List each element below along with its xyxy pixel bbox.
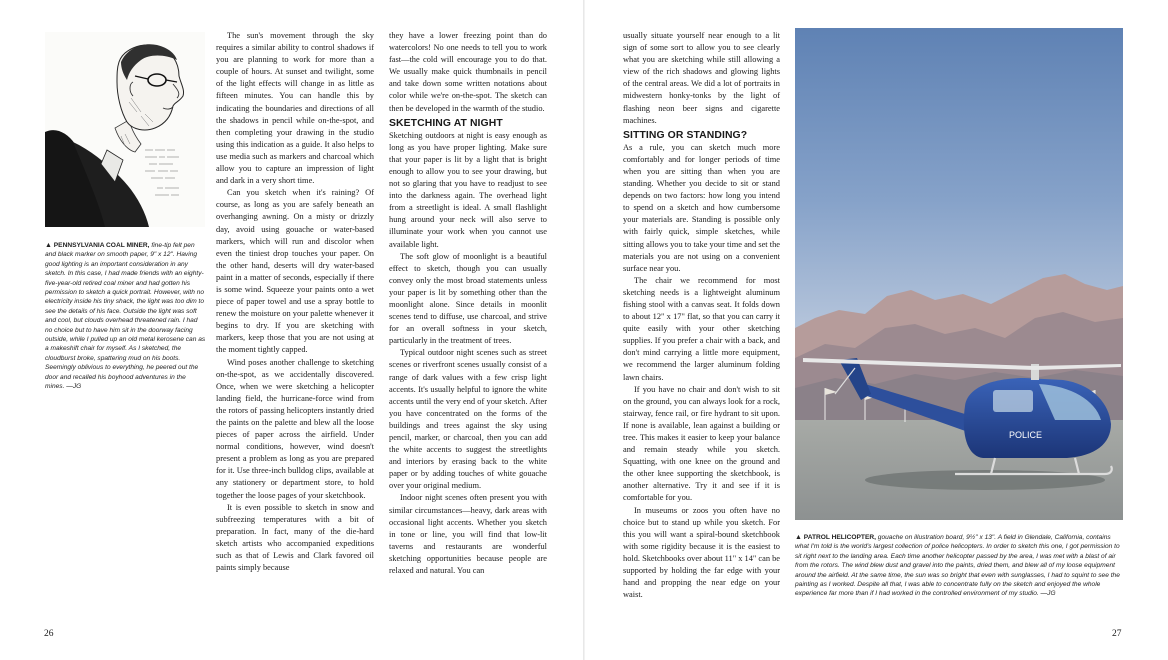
text-column-2: [389, 30, 547, 577]
paragraph: Indoor night scenes often present you with similar circumstances—heavy, dark areas with occasional light accents. Whether you sketch in tone or line, you will find that low-lit taverns and restaurants are wonderful sketching opportunities because people are relaxed and natural. You can: [389, 493, 547, 576]
text-column-1: [216, 30, 374, 574]
paragraph: The sun's movement through the sky requires a similar ability to control shadows if you are planning to work for more than a couple of hours. At sunset and twilight, some of the light effects will change in as little as fifteen minutes. You can handle this by indicating the boundaries and directions of all the shadows in pencil while on-the-spot, and then completing your drawing in the studio using this indication as a guide. It also helps to use media such as markers and charcoal which allow you to capture an impression of light and dark in a very short time.: [216, 31, 374, 186]
caption-body: fine-tip felt pen and black marker on smooth paper, 9" x 12". Having good lighting is an important consideration in any sketch. In this case, I had made friends with an eighty-five-year-old retired coal miner and had gotten his permission to sketch a quick portrait. However, with no electricity inside his tiny shack, the light was too dim to see the details of his face. Outside the light was soft and cool, but clouds overhead threatened rain. I had no choice but to have him sit in the doorway facing outside, while I pulled up an old metal kerosene can as a makeshift chair for myself. As I sketched, the cloudburst broke, spattering mud on his boots. Seemingly oblivious to everything, he peered out the door and recalled his boyhood adventures in the mines. —JG: [45, 242, 206, 391]
page-number-right: 27: [1112, 629, 1122, 639]
section-heading-night: SKETCHING AT NIGHT: [389, 117, 503, 129]
page-number-left: 26: [44, 629, 54, 639]
caption-marker: ▲: [45, 242, 52, 249]
caption-body: gouache on illustration board, 9½" x 13". A field in Glendale, California, contains what I'm told is the world's largest collection of police helicopters. In order to sketch this one, I got permission to sit right next to the landing area. Each time another helicopter passed by the area, I was met with a blast of air from the rotors. The wind blew dust and gravel into the paints, dried them, and blew all of my loose equipment around the airfield. At the same time, the sun was so bright that even with sunglasses, I had to squint to see the painting as I worked. Despite all that, I was able to concentrate fully on the sketch and enjoyed the whole experience far more than if I had worked in the controlled environment of my studio. —JG: [795, 534, 1120, 598]
page-gutter: [583, 0, 585, 660]
coal-miner-caption: [45, 241, 206, 392]
paragraph: The chair we recommend for most sketching needs is a lightweight aluminum fishing stool with a canvas seat. It folds down to about 12" x 17" flat, so that you can carry it quite easily with your other sketching supplies. If you prefer a chair with a back, and don't mind carrying a little more equipment, we recommend the larger aluminum folding lawn chairs.: [623, 275, 780, 382]
text-column-3: [623, 30, 780, 601]
helicopter-caption: [795, 533, 1122, 599]
paragraph: Sketching outdoors at night is easy enough as long as you have proper lighting. Make sure that your paper is lit by a light that is bright enough to allow you to see your drawing, but not so glaring that you have to readjust to see into the darkness again. The overhead light from a streetlight is ideal. A small flashlight hung around your neck will also serve to illuminate your work when you cannot use available light.: [389, 130, 547, 249]
caption-marker: ▲: [795, 534, 802, 541]
helicopter-painting: [795, 28, 1123, 520]
helicopter-police-text: POLICE: [1009, 430, 1043, 440]
caption-title: PENNSYLVANIA COAL MINER,: [53, 242, 150, 249]
paragraph: In museums or zoos you often have no choice but to stand up while you sketch. For this you will want a spiral-bound sketchbook with some rigidity because it is the easiest to hold. Sketchbooks over about 11" x 14" can be supported by holding the far edge with your hand and propping the near edge on your waist.: [623, 505, 781, 600]
paragraph: If you have no chair and don't wish to sit on the ground, you can always look for a rock, stairway, fence rail, or fire hydrant to sit upon. If none is available, lean against a building or tree. This makes it easier to keep your balance and remain steady while you sketch. Squatting, with one knee on the ground and the other knee supporting the sketchbook, is another alternative. Try it and see if it is comfortable for you.: [623, 384, 780, 503]
paragraph: Wind poses another challenge to sketching on-the-spot, as we accidentally discovered. Once, when we were sketching a helicopter landing field, the hurricane-force wind from the rotors of passing helicopters instantly dried the paints on the palette and blew all the loose pieces of paper across the airfield. Under normal conditions, however, wind doesn't present a problem as long as you are prepared for it. Use three-inch bulldog clips, available at any stationery or department store, to hold together the loose pages of your sketchbook.: [216, 357, 374, 500]
paragraph: The soft glow of moonlight is a beautiful effect to sketch, though you can usually convey only the most broad statements unless your paper is lit by something other than the moonlight alone. Since details in moonlit scenes tend to diffuse, use charcoal, and strive for an overall softness in your sketch, particularly in the treatment of trees.: [389, 251, 547, 346]
paragraph: they have a lower freezing point than do watercolors! No one needs to tell you to work fast—the cold will encourage you to do that. We usually make quick thumbnails in pencil and take down some written notations about color while we're on-the-spot. The sketch can then be developed in the warmth of the studio.: [389, 31, 547, 113]
paragraph: It is even possible to sketch in snow and subfreezing temperatures with a bit of preparation. In fact, many of the die-hard sketch artists who accompanied expeditions such as that of Lewis and Clark favored oil paints simply because: [216, 502, 374, 573]
paragraph: Typical outdoor night scenes such as street scenes or riverfront scenes usually consist of a range of dark values with a few crisp light accents. It's usually helpful to ignore the white accents until the very end of your sketch. After you have concentrated on the forms of the buildings and trees against the sky using pencil, marker, or charcoal, then you can add the white accents to suggest the streetlights and interiors by erasing back to the white paper or by adding touches of white gouache over your original medium.: [389, 348, 547, 491]
section-heading-sitting: SITTING OR STANDING?: [623, 129, 748, 141]
paragraph: Can you sketch when it's raining? Of course, as long as you are safely beneath an overhanging awning. On a misty or drizzly day, avoid using gouache or water-based markers, which will run and discolor when even the tiniest drop touches your paper. On the other hand, deserts will dry water-based paint in a matter of seconds, especially if there is some wind. Squeeze your paints onto a wet piece of paper towel and use a spray bottle to renew the moisture on your palette whenever it begins to dry. If you are sketching with markers, keep those that you are not using at the moment tightly capped.: [216, 188, 374, 355]
coal-miner-sketch: [45, 32, 205, 227]
helicopter-painting-image: [795, 28, 1123, 520]
coal-miner-sketch-image: [45, 32, 205, 227]
paragraph: As a rule, you can sketch much more comfortably and for longer periods of time when you are sitting than when you are standing. Whether you decide to sit or stand depends on two factors: how long you intend to spend on a sketch and how cumbersome your materials are. Standing is possible only with fairly quick, simple sketches, while sitting allows you to take your time and set the materials you are not using on a convenient surface near you.: [623, 142, 780, 273]
caption-title: PATROL HELICOPTER,: [803, 534, 876, 541]
paragraph: usually situate yourself near enough to a lit sign of some sort to allow you to see clearly what you are sketching while still allowing a view of the rich shadows and glowing lights of the central areas. We did a lot of portraits in midwestern honky-tonks by the light of flashing neon beer signs and cigarette machines.: [623, 31, 780, 125]
